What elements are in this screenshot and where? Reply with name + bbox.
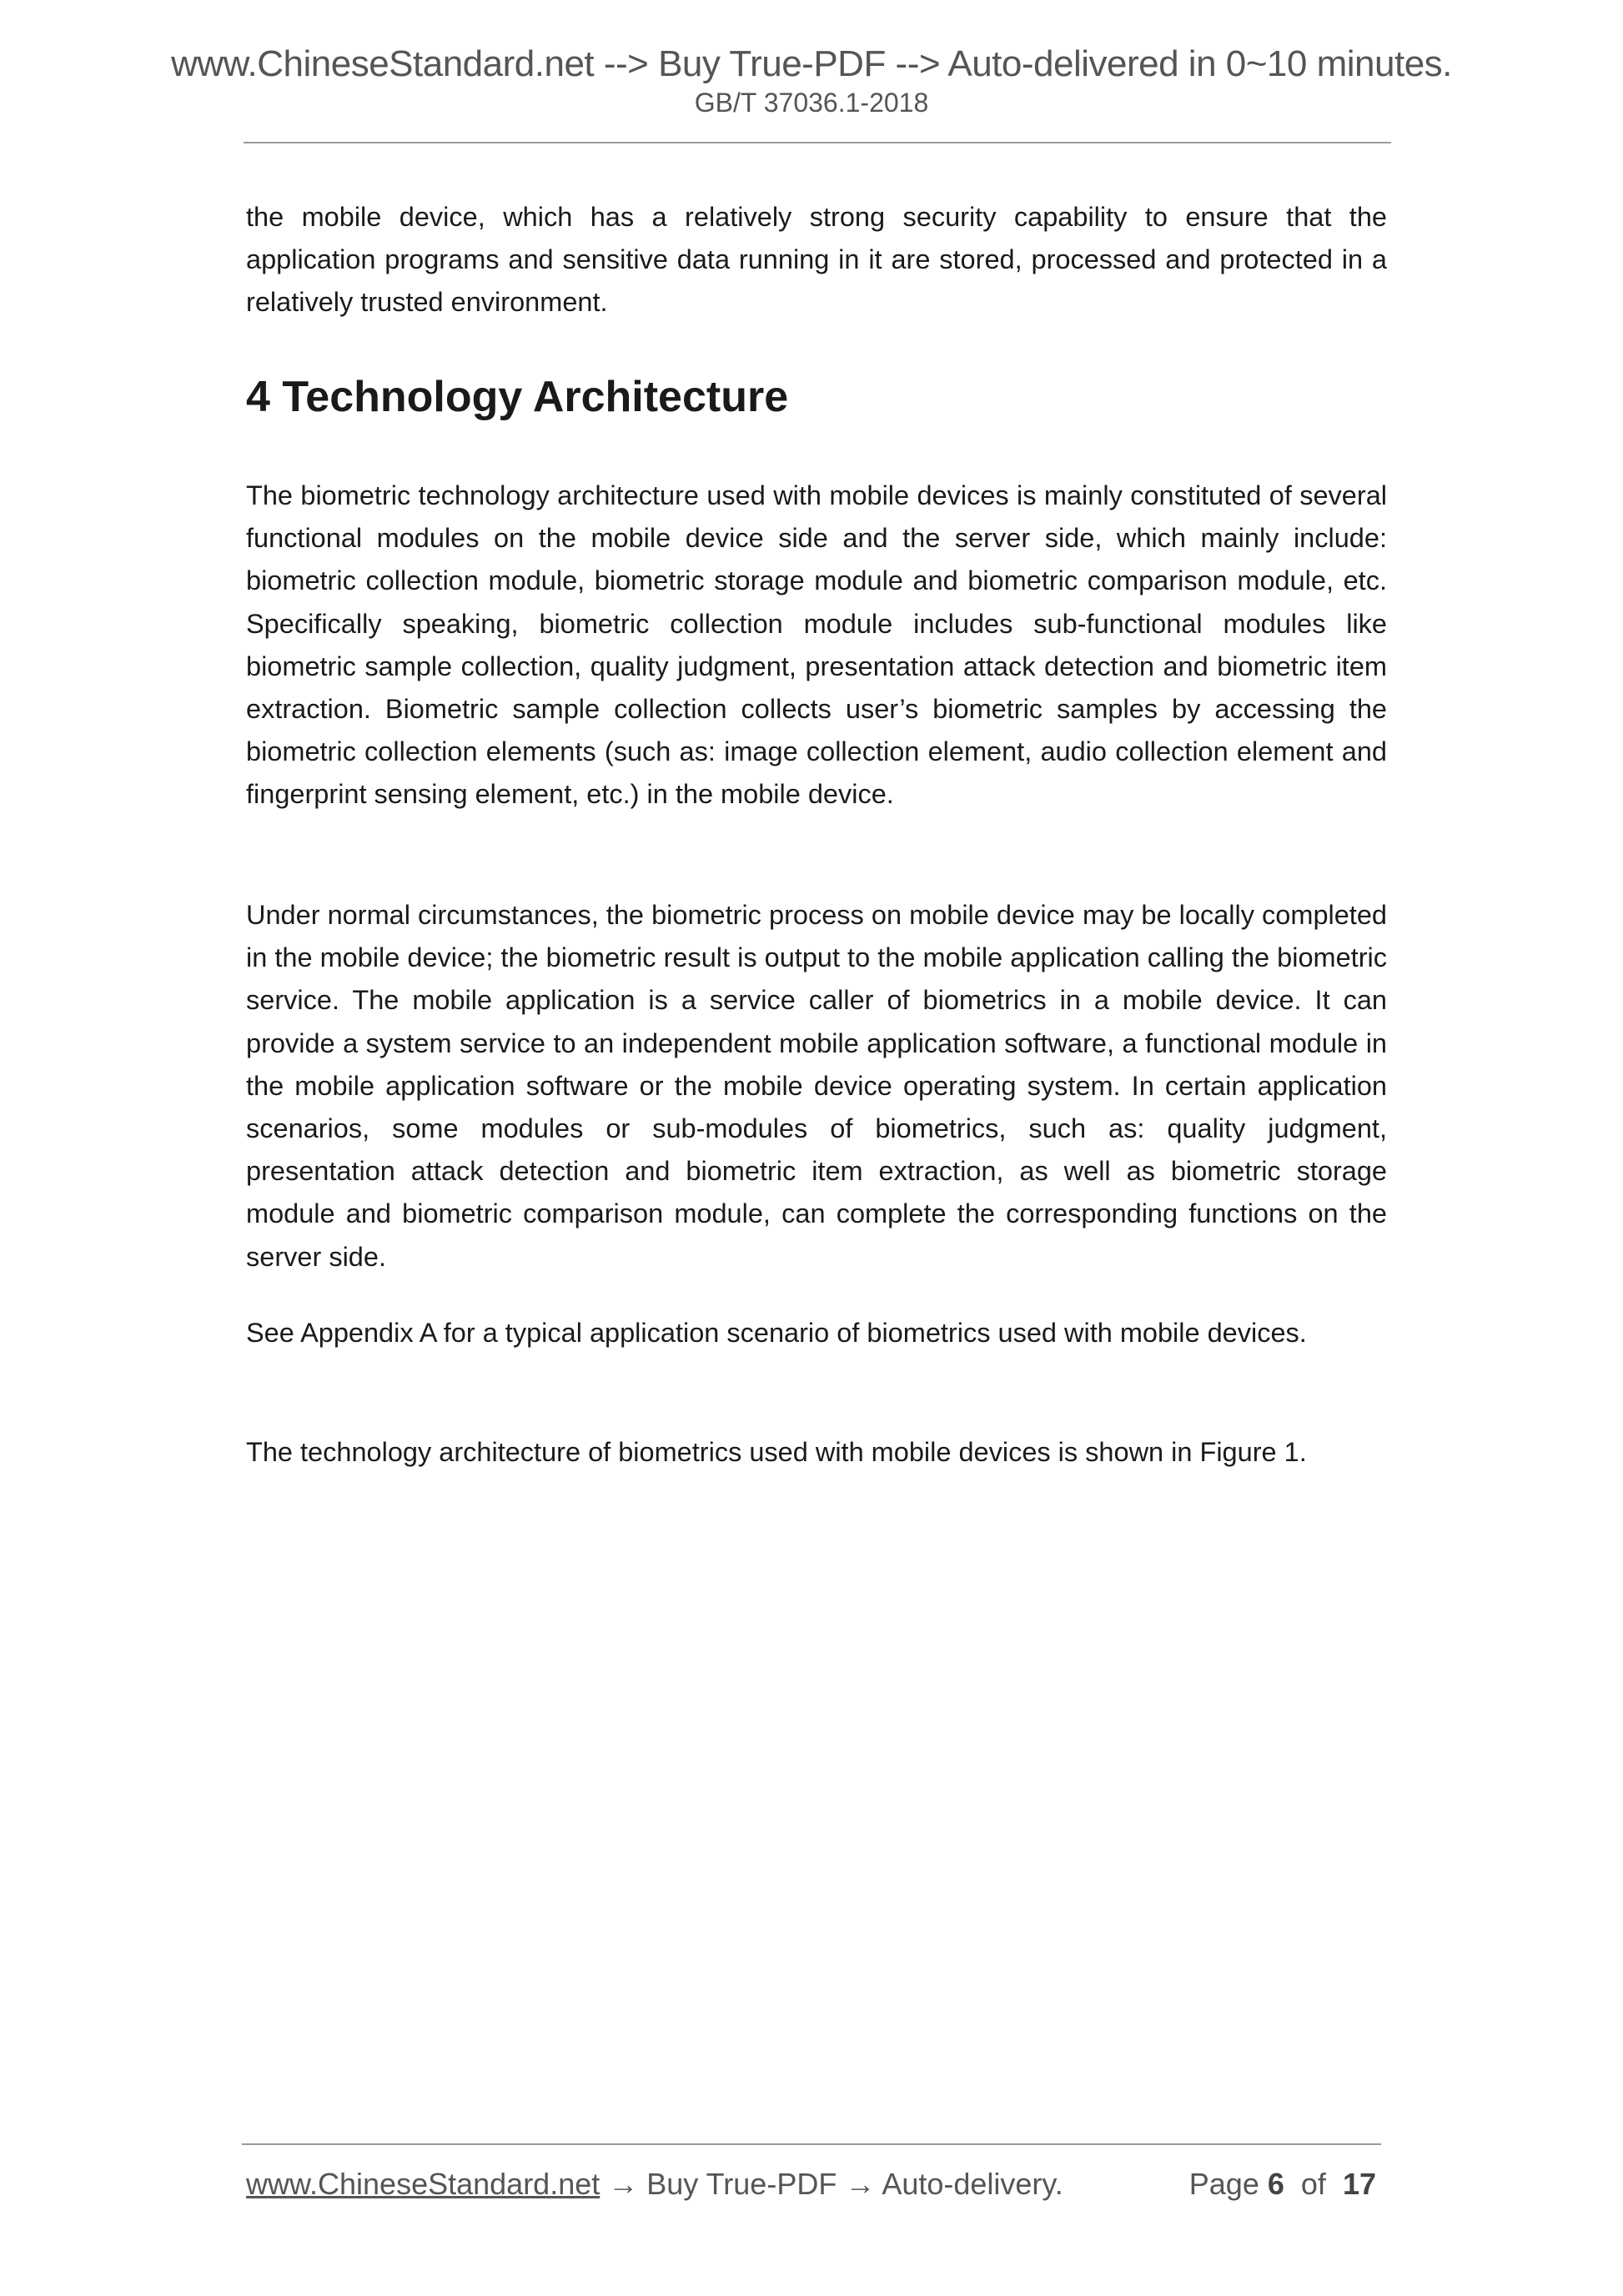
paragraph: The biometric technology architecture used with mobile devices is mainly constituted of several functional modules on the mobile device side and the server side, which mainly include: biometric collection module, biometric storage module and biometric comparison module, etc. Specifically speaking, biometric collection module includes sub-functional modules like biometric sample collection, quality judgment, presentation attack detection and biometric item extraction. Biometric sample collection collects user’s biometric samples by accessing the biometric collection elements (such as: image collection element, audio collection element and fingerprint sensing element, etc.) in the mobile device. <box>246 480 1387 810</box>
standard-number: GB/T 37036.1-2018 <box>694 88 929 118</box>
page-indicator <box>1189 2167 1376 2202</box>
header-divider <box>244 142 1391 143</box>
section-heading: 4 Technology Architecture <box>246 373 789 421</box>
of-label: of <box>1300 2167 1326 2201</box>
footer-divider <box>242 2143 1381 2145</box>
footer-promo-text: → Buy True-PDF → Auto-delivery. <box>600 2167 1063 2201</box>
site-link[interactable]: www.ChineseStandard.net <box>246 2167 600 2201</box>
footer <box>246 2167 1376 2202</box>
page-label: Page <box>1188 2167 1259 2201</box>
paragraph: Under normal circumstances, the biometric process on mobile device may be locally completed in the mobile device; the biometric result is output to the mobile application calling the biometric service. The mobile application is a service caller of biometrics in a mobile device. It can provide a system service to an independent mobile application software, a functional module in the mobile application software or the mobile device operating system. In certain application scenarios, some modules or sub-modules of biometrics, such as: quality judgment, presentation attack detection and biometric item extraction, as well as biometric storage module and biometric comparison module, can complete the corresponding functions on the server side. <box>246 900 1387 1272</box>
header-banner: www.ChineseStandard.net --> Buy True-PDF --> Auto-delivered in 0~10 minutes. <box>171 43 1452 84</box>
page-total: 17 <box>1342 2167 1376 2201</box>
paragraph: The technology architecture of biometrics used with mobile devices is shown in Figure 1. <box>246 1437 1307 1467</box>
paragraph: the mobile device, which has a relatively strong security capability to ensure that the application programs and sensitive data running in it are stored, processed and protected in a relatively trusted environment. <box>246 202 1387 318</box>
page-number: 6 <box>1267 2167 1284 2201</box>
footer-promo <box>246 2167 1063 2202</box>
paragraph: See Appendix A for a typical application scenario of biometrics used with mobile devices. <box>246 1318 1307 1348</box>
